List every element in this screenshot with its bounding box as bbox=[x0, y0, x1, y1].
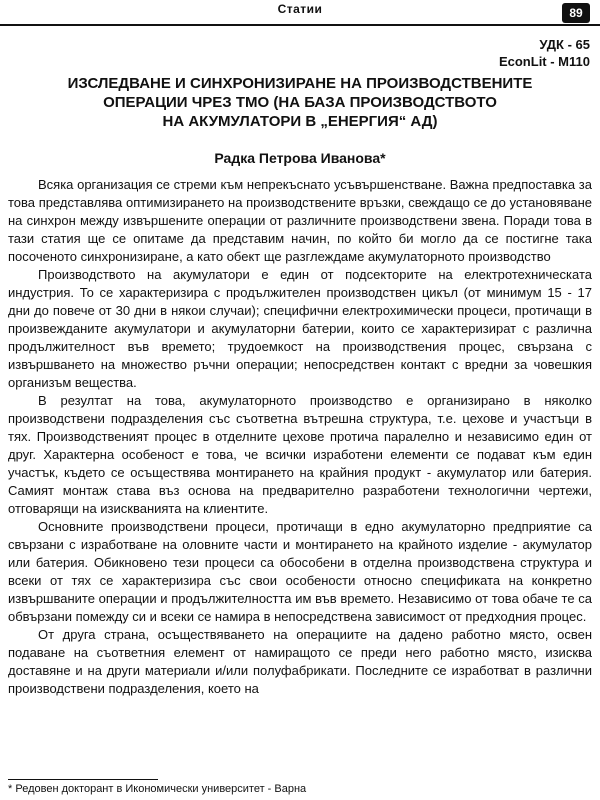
body-paragraph: От друга страна, осъществяването на операциите на дадено работно място, освен подаване на съответния елемент от намиращото се преди него работно място, изисква доставяне и на други материали и/или полуфабрикати. Последните се изработват в различни производствени подразделения, което на bbox=[8, 627, 592, 696]
article-title bbox=[40, 74, 560, 131]
author-name: Радка Петрова Иванова* bbox=[214, 150, 386, 166]
running-header bbox=[0, 0, 600, 26]
title-line: ИЗСЛЕДВАНЕ И СИНХРОНИЗИРАНЕ НА ПРОИЗВОДСТВЕНИТЕ bbox=[67, 75, 533, 92]
article-body bbox=[8, 176, 592, 698]
section-label: Статии bbox=[277, 2, 323, 16]
footnote-divider bbox=[8, 779, 158, 780]
title-line: НА АКУМУЛАТОРИ В „ЕНЕРГИЯ“ АД) bbox=[162, 113, 438, 130]
classification-codes bbox=[499, 36, 590, 70]
udc-code: УДК - 65 bbox=[539, 37, 590, 52]
page-number: 89 bbox=[562, 3, 590, 23]
econlit-code: EconLit - M110 bbox=[498, 54, 590, 69]
body-paragraph: Всяка организация се стреми към непрекъснато усъвършенстване. Важна предпоставка за това представлява оптимизирането на производствените връзки, свеждащо се до установяване на синхрон между извършените операции от различните производствени звена. Поради това в тази статия ще се опитаме да представим начин, по който би могло да се постигне така посоченото синхронизиране, а като обект ще разглеждаме акумулаторното производство bbox=[8, 177, 592, 264]
footnote: * Редовен докторант в Икономически университет - Варна bbox=[8, 783, 307, 795]
title-line: ОПЕРАЦИИ ЧРЕЗ ТМО (НА БАЗА ПРОИЗВОДСТВОТО bbox=[103, 94, 497, 111]
body-paragraph: Основните производствени процеси, протичащи в едно акумулаторно предприятие са свързани с изработване на оловните части и монтирането на крайното изделие - акумулатор или батерия. Обикновено тези процеси са обособени в отделна производствена структура и всеки от тях се характеризира със свои особености относно спецификата на конкретно извършваните операции и продължителността им във времето. Независимо от това обаче те са обвързани помежду си и всеки се намира в непосредствена зависимост от предходния процес. bbox=[8, 519, 592, 624]
body-paragraph: Производството на акумулатори е един от подсекторите на електротехническата индустрия. То се характеризира с продължителен производствен цикъл (от минимум 15 - 17 дни до повече от 30 дни в някои случаи); специфични електрохимически процеси, протичащи в произвежданите акумулатори и акумулаторни батерии, които се характеризират с различна продължителност във времето; трудоемкост на производствения процес, свързана с извършването на множество ръчни операции; непосредствен контакт с вредни за човешкия организъм вещества. bbox=[8, 267, 592, 390]
body-paragraph: В резултат на това, акумулаторното производство е организирано в няколко производствени подразделения със съответна вътрешна структура, т.е. цехове и участъци в тях. Производственият процес в отделните цехове протича паралелно и независимо един от друг. Характерна особеност е това, че всички изработени елементи се подават към един участък, където се осъществява монтирането на крайния продукт - акумулатор или батерия. Самият монтаж става въз основа на предварително разработени технологични чертежи, отговарящи на изискванията на клиентите. bbox=[8, 393, 592, 516]
